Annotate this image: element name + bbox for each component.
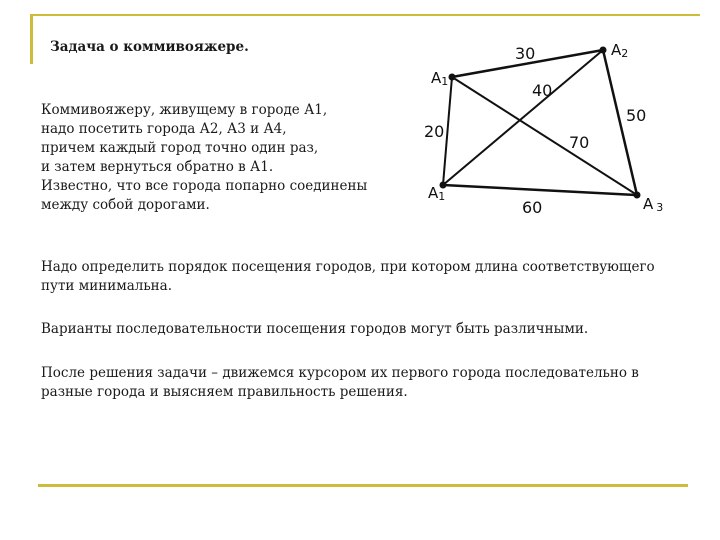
node-letter: A [643,195,654,213]
weight-a2-a3: 50 [626,106,647,125]
edge-a4-a3 [443,185,637,195]
problem-line: Коммивояжеру, живущему в городе А1, [41,102,328,118]
paragraph-variants: Варианты последовательности посещения городов могут быть различными. [41,321,589,337]
node-a3 [634,192,641,199]
paragraph-goal: Надо определить порядок посещения городов, при котором длина соответствующего пути минимальна. [41,259,655,294]
node-letter: A [611,41,622,59]
weight-a1-a3: 70 [569,133,590,152]
node-letter: A [431,69,442,87]
problem-line: причем каждый город точно один раз, [41,140,319,156]
bottom-decor-line [38,484,688,487]
problem-line: надо посетить города А2, А3 и А4, [41,121,287,137]
weight-a4-a3: 60 [522,198,543,217]
paragraph-instructions: После решения задачи – движемся курсором их первого города последовательно в разные города и выясняем правильность решения. [41,365,639,400]
node-index: 1 [441,75,449,88]
problem-line: и затем вернуться обратно в А1. [41,159,274,175]
node-a4 [440,182,447,189]
problem-line: между собой дорогами. [41,197,210,213]
weight-a4-a2: 40 [532,81,553,100]
edge-a4-a2 [443,50,603,185]
node-index: 2 [621,47,629,60]
slide-title: Задача о коммивояжере. [50,39,249,55]
weight-a1-a4: 20 [424,122,445,141]
node-index: 1 [438,190,446,203]
node-a2 [600,47,607,54]
problem-line: Известно, что все города попарно соединены [41,178,368,194]
node-label-a3 [643,195,663,214]
weight-a1-a2: 30 [515,44,536,63]
node-letter: A [428,184,439,202]
node-index: 3 [656,201,664,214]
node-a1 [449,74,456,81]
node-label-a1 [431,69,448,88]
node-label-a2 [611,41,628,60]
